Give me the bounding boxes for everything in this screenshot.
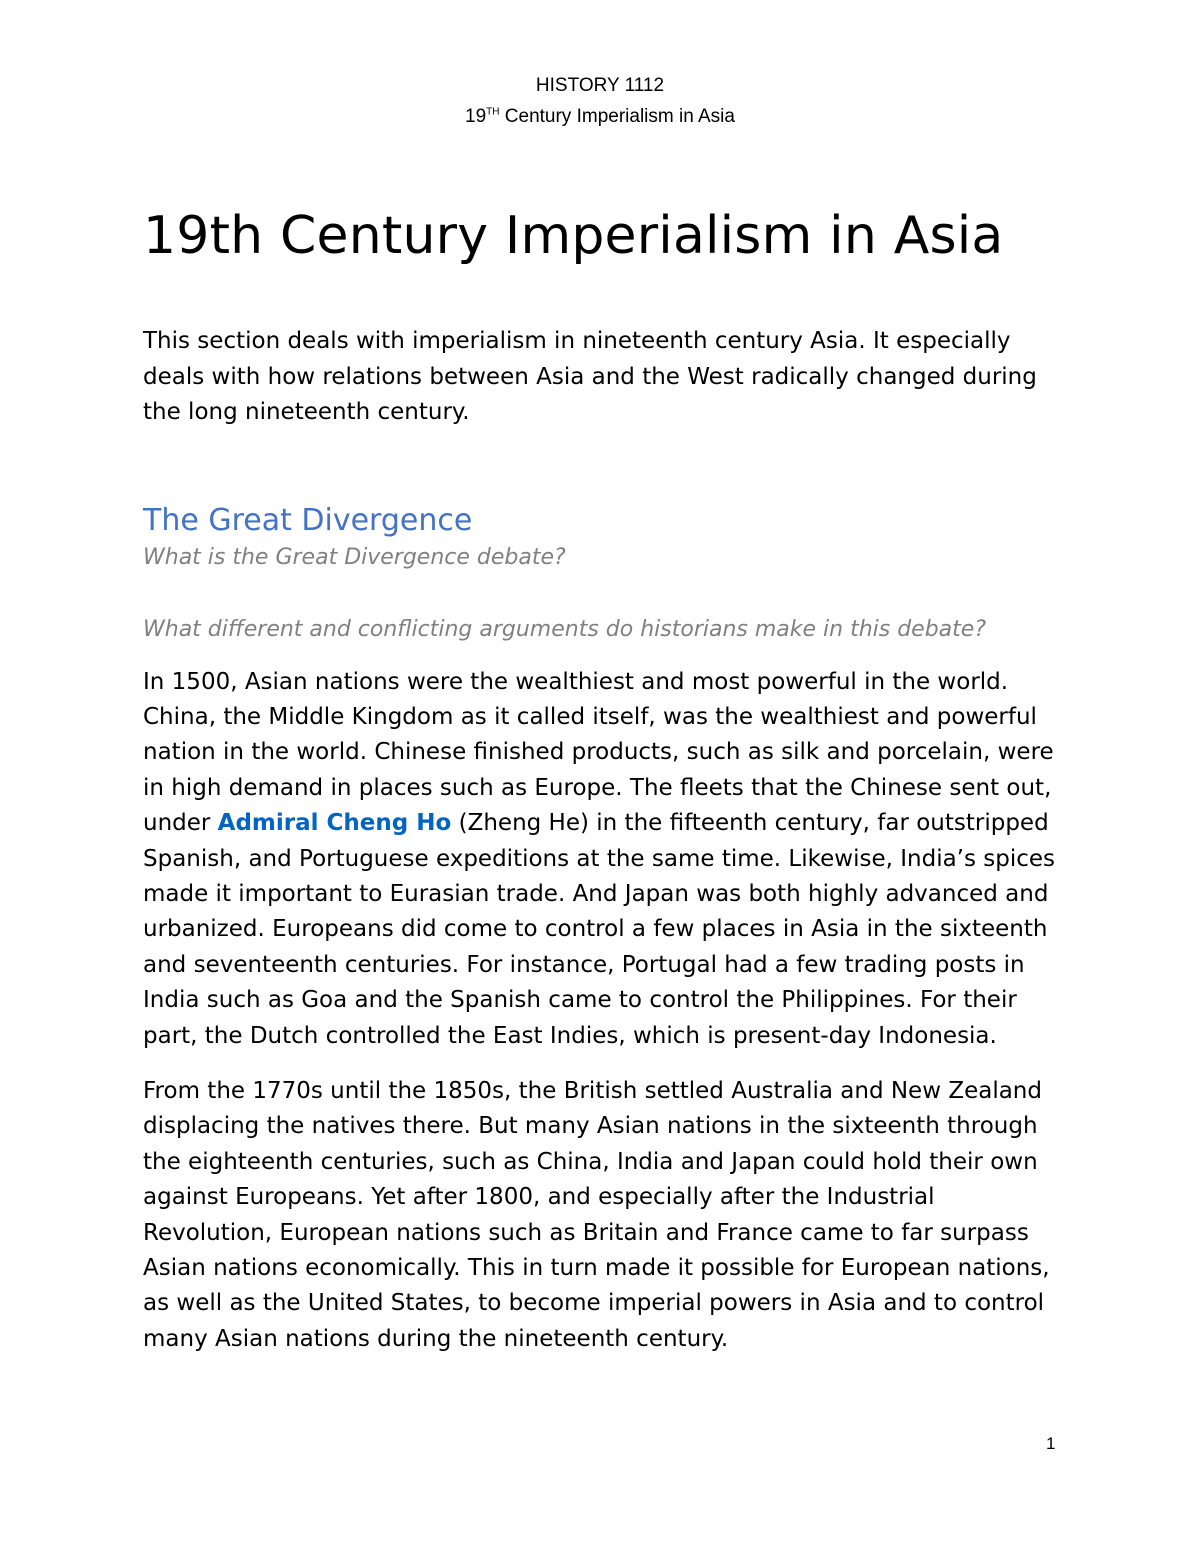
- intro-paragraph: This section deals with imperialism in nineteenth century Asia. It especially deals with how relations between Asia and the West radically changed during the long nineteenth century.: [143, 328, 1037, 425]
- document-title: 19th Century Imperialism in Asia: [143, 206, 1004, 266]
- admiral-cheng-ho-link[interactable]: Admiral Cheng Ho: [217, 810, 452, 837]
- header-subtitle-text: Century Imperialism in Asia: [499, 106, 735, 127]
- page-header: [0, 70, 1200, 132]
- header-subtitle-number: 19: [465, 106, 487, 127]
- paragraph-text: In 1500, Asian nations were the wealthiest and most powerful in the world. China, the Middle Kingdom as it called itself, was the wealthiest and powerful nation in the world. Chinese finished products, such as silk and porcelain, were in high demand in places such as Europe. The fleets that the Chinese sent out, under: [143, 668, 1054, 837]
- section-heading: The Great Divergence: [143, 502, 473, 538]
- page-number: 1: [1046, 1434, 1056, 1453]
- guiding-question-2: What different and conflicting arguments do historians make in this debate?: [143, 616, 987, 642]
- guiding-question-1: What is the Great Divergence debate?: [143, 544, 566, 570]
- body-paragraph-2: From the 1770s until the 1850s, the British settled Australia and New Zealand displacing the natives there. But many Asian nations in the sixteenth through the eighteenth centuries, such as China, India and Japan could hold their own against Europeans. Yet after 1800, and especially after the Industrial Revolution, European nations such as Britain and France came to far surpass Asian nations economically. This in turn made it possible for European nations, as well as the United States, to become imperial powers in Asia and to control many Asian nations during the nineteenth century.: [143, 1077, 1050, 1352]
- header-subtitle-superscript: TH: [486, 106, 500, 118]
- document-body: [143, 200, 1063, 1357]
- paragraph-text: (Zheng He) in the fifteenth century, far outstripped Spanish, and Portuguese expeditions at the same time. Likewise, India’s spices made it important to Eurasian trade. And Japan was both highly advanced and urbanized. Europeans did come to control a few places in Asia in the sixteenth and seventeenth centuries. For instance, Portugal had a few trading posts in India such as Goa and the Spanish came to control the Philippines. For their part, the Dutch controlled the East Indies, which is present-day Indonesia.: [143, 810, 1056, 1049]
- course-title: HISTORY 1112: [535, 75, 665, 96]
- body-paragraph-1: [143, 665, 1063, 1054]
- header-subtitle: [0, 101, 1200, 132]
